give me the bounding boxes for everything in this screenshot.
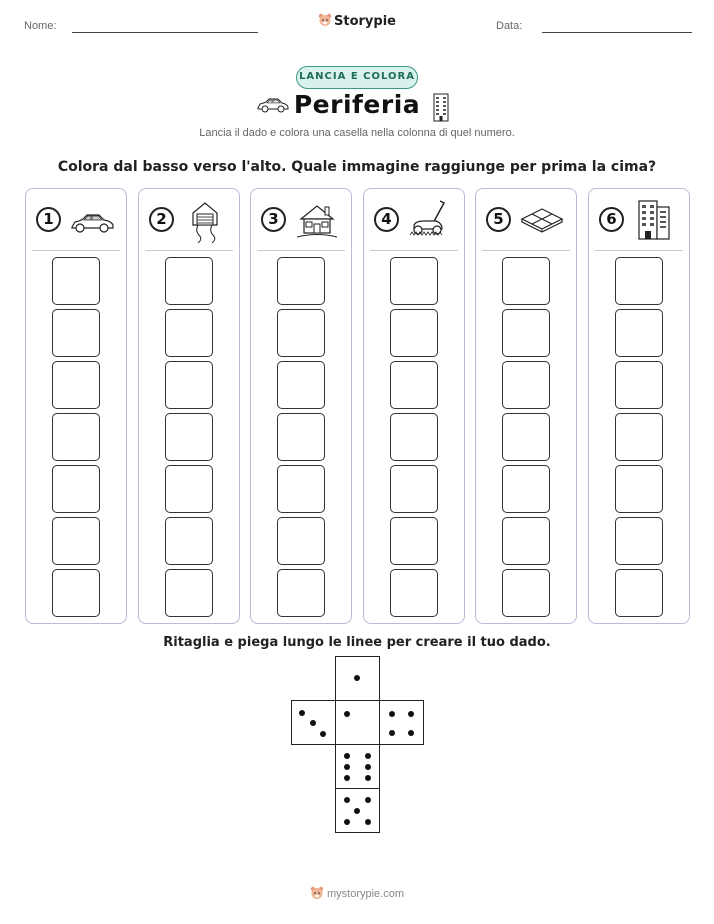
column-3 xyxy=(250,188,352,624)
column-2 xyxy=(138,188,240,624)
garage-icon xyxy=(181,197,229,243)
color-box[interactable] xyxy=(390,257,438,305)
cut-instruction: Ritaglia e piega lungo le linee per creare il tuo dado. xyxy=(163,635,551,650)
color-box[interactable] xyxy=(277,569,325,617)
color-box[interactable] xyxy=(615,309,663,357)
color-box[interactable] xyxy=(390,413,438,461)
column-4 xyxy=(363,188,465,624)
column-header xyxy=(589,189,688,251)
die-face-1 xyxy=(335,656,380,701)
name-line xyxy=(72,32,258,33)
column-header xyxy=(251,189,350,251)
brand-logo xyxy=(0,13,714,29)
column-number: 2 xyxy=(149,207,174,232)
color-box[interactable] xyxy=(615,361,663,409)
color-box[interactable] xyxy=(52,309,100,357)
color-box[interactable] xyxy=(277,361,325,409)
color-box[interactable] xyxy=(52,361,100,409)
name-label: Nome: xyxy=(24,20,57,32)
color-box[interactable] xyxy=(502,309,550,357)
page-title: Periferia xyxy=(293,90,421,119)
activity-badge: LANCIA E COLORA xyxy=(296,66,418,89)
column-number: 3 xyxy=(261,207,286,232)
brand-name: Storypie xyxy=(334,14,396,29)
color-box[interactable] xyxy=(165,257,213,305)
color-box[interactable] xyxy=(52,517,100,565)
column-header xyxy=(476,189,575,251)
color-box[interactable] xyxy=(390,309,438,357)
date-label: Data: xyxy=(496,20,523,32)
color-box[interactable] xyxy=(165,361,213,409)
color-box[interactable] xyxy=(165,465,213,513)
color-box[interactable] xyxy=(52,413,100,461)
subtitle: Lancia il dado e colora una casella nella colonna di quel numero. xyxy=(199,127,515,139)
color-box[interactable] xyxy=(277,517,325,565)
color-box[interactable] xyxy=(502,569,550,617)
color-box[interactable] xyxy=(390,569,438,617)
color-box[interactable] xyxy=(615,413,663,461)
color-box[interactable] xyxy=(615,569,663,617)
color-box[interactable] xyxy=(615,465,663,513)
footer-url[interactable]: mystorypie.com xyxy=(326,888,405,900)
die-face-3 xyxy=(291,700,336,745)
column-header xyxy=(364,189,463,251)
column-number: 6 xyxy=(599,207,624,232)
die-face-6 xyxy=(335,744,380,789)
color-box[interactable] xyxy=(502,465,550,513)
footer xyxy=(0,886,714,900)
color-box[interactable] xyxy=(390,465,438,513)
house-icon xyxy=(293,197,341,243)
date-line xyxy=(542,32,692,33)
bear-icon xyxy=(310,886,324,900)
die-face-4 xyxy=(379,700,424,745)
color-box[interactable] xyxy=(165,413,213,461)
color-box[interactable] xyxy=(390,361,438,409)
color-box[interactable] xyxy=(502,413,550,461)
die-face-5 xyxy=(335,788,380,833)
apartment-building-icon xyxy=(631,197,679,243)
column-5 xyxy=(475,188,577,624)
color-box[interactable] xyxy=(615,517,663,565)
column-number: 1 xyxy=(36,207,61,232)
color-box[interactable] xyxy=(277,257,325,305)
color-box[interactable] xyxy=(277,309,325,357)
color-box[interactable] xyxy=(165,517,213,565)
color-box[interactable] xyxy=(52,465,100,513)
color-box[interactable] xyxy=(277,413,325,461)
color-box[interactable] xyxy=(502,257,550,305)
apartment-building-icon xyxy=(432,92,450,122)
color-box[interactable] xyxy=(502,361,550,409)
color-box[interactable] xyxy=(502,517,550,565)
column-number: 5 xyxy=(486,207,511,232)
column-1 xyxy=(25,188,127,624)
die-face-1 xyxy=(335,700,380,745)
column-6 xyxy=(588,188,690,624)
lawn-mower-icon xyxy=(406,197,454,243)
column-header xyxy=(26,189,125,251)
color-box[interactable] xyxy=(52,569,100,617)
color-box[interactable] xyxy=(615,257,663,305)
color-box[interactable] xyxy=(52,257,100,305)
color-box[interactable] xyxy=(277,465,325,513)
car-icon xyxy=(68,197,116,243)
color-box[interactable] xyxy=(390,517,438,565)
color-box[interactable] xyxy=(165,569,213,617)
paving-tiles-icon xyxy=(518,197,566,243)
column-header xyxy=(139,189,238,251)
instruction: Colora dal basso verso l'alto. Quale immagine raggiunge per prima la cima? xyxy=(57,159,657,175)
column-number: 4 xyxy=(374,207,399,232)
bear-icon xyxy=(318,13,332,27)
color-box[interactable] xyxy=(165,309,213,357)
